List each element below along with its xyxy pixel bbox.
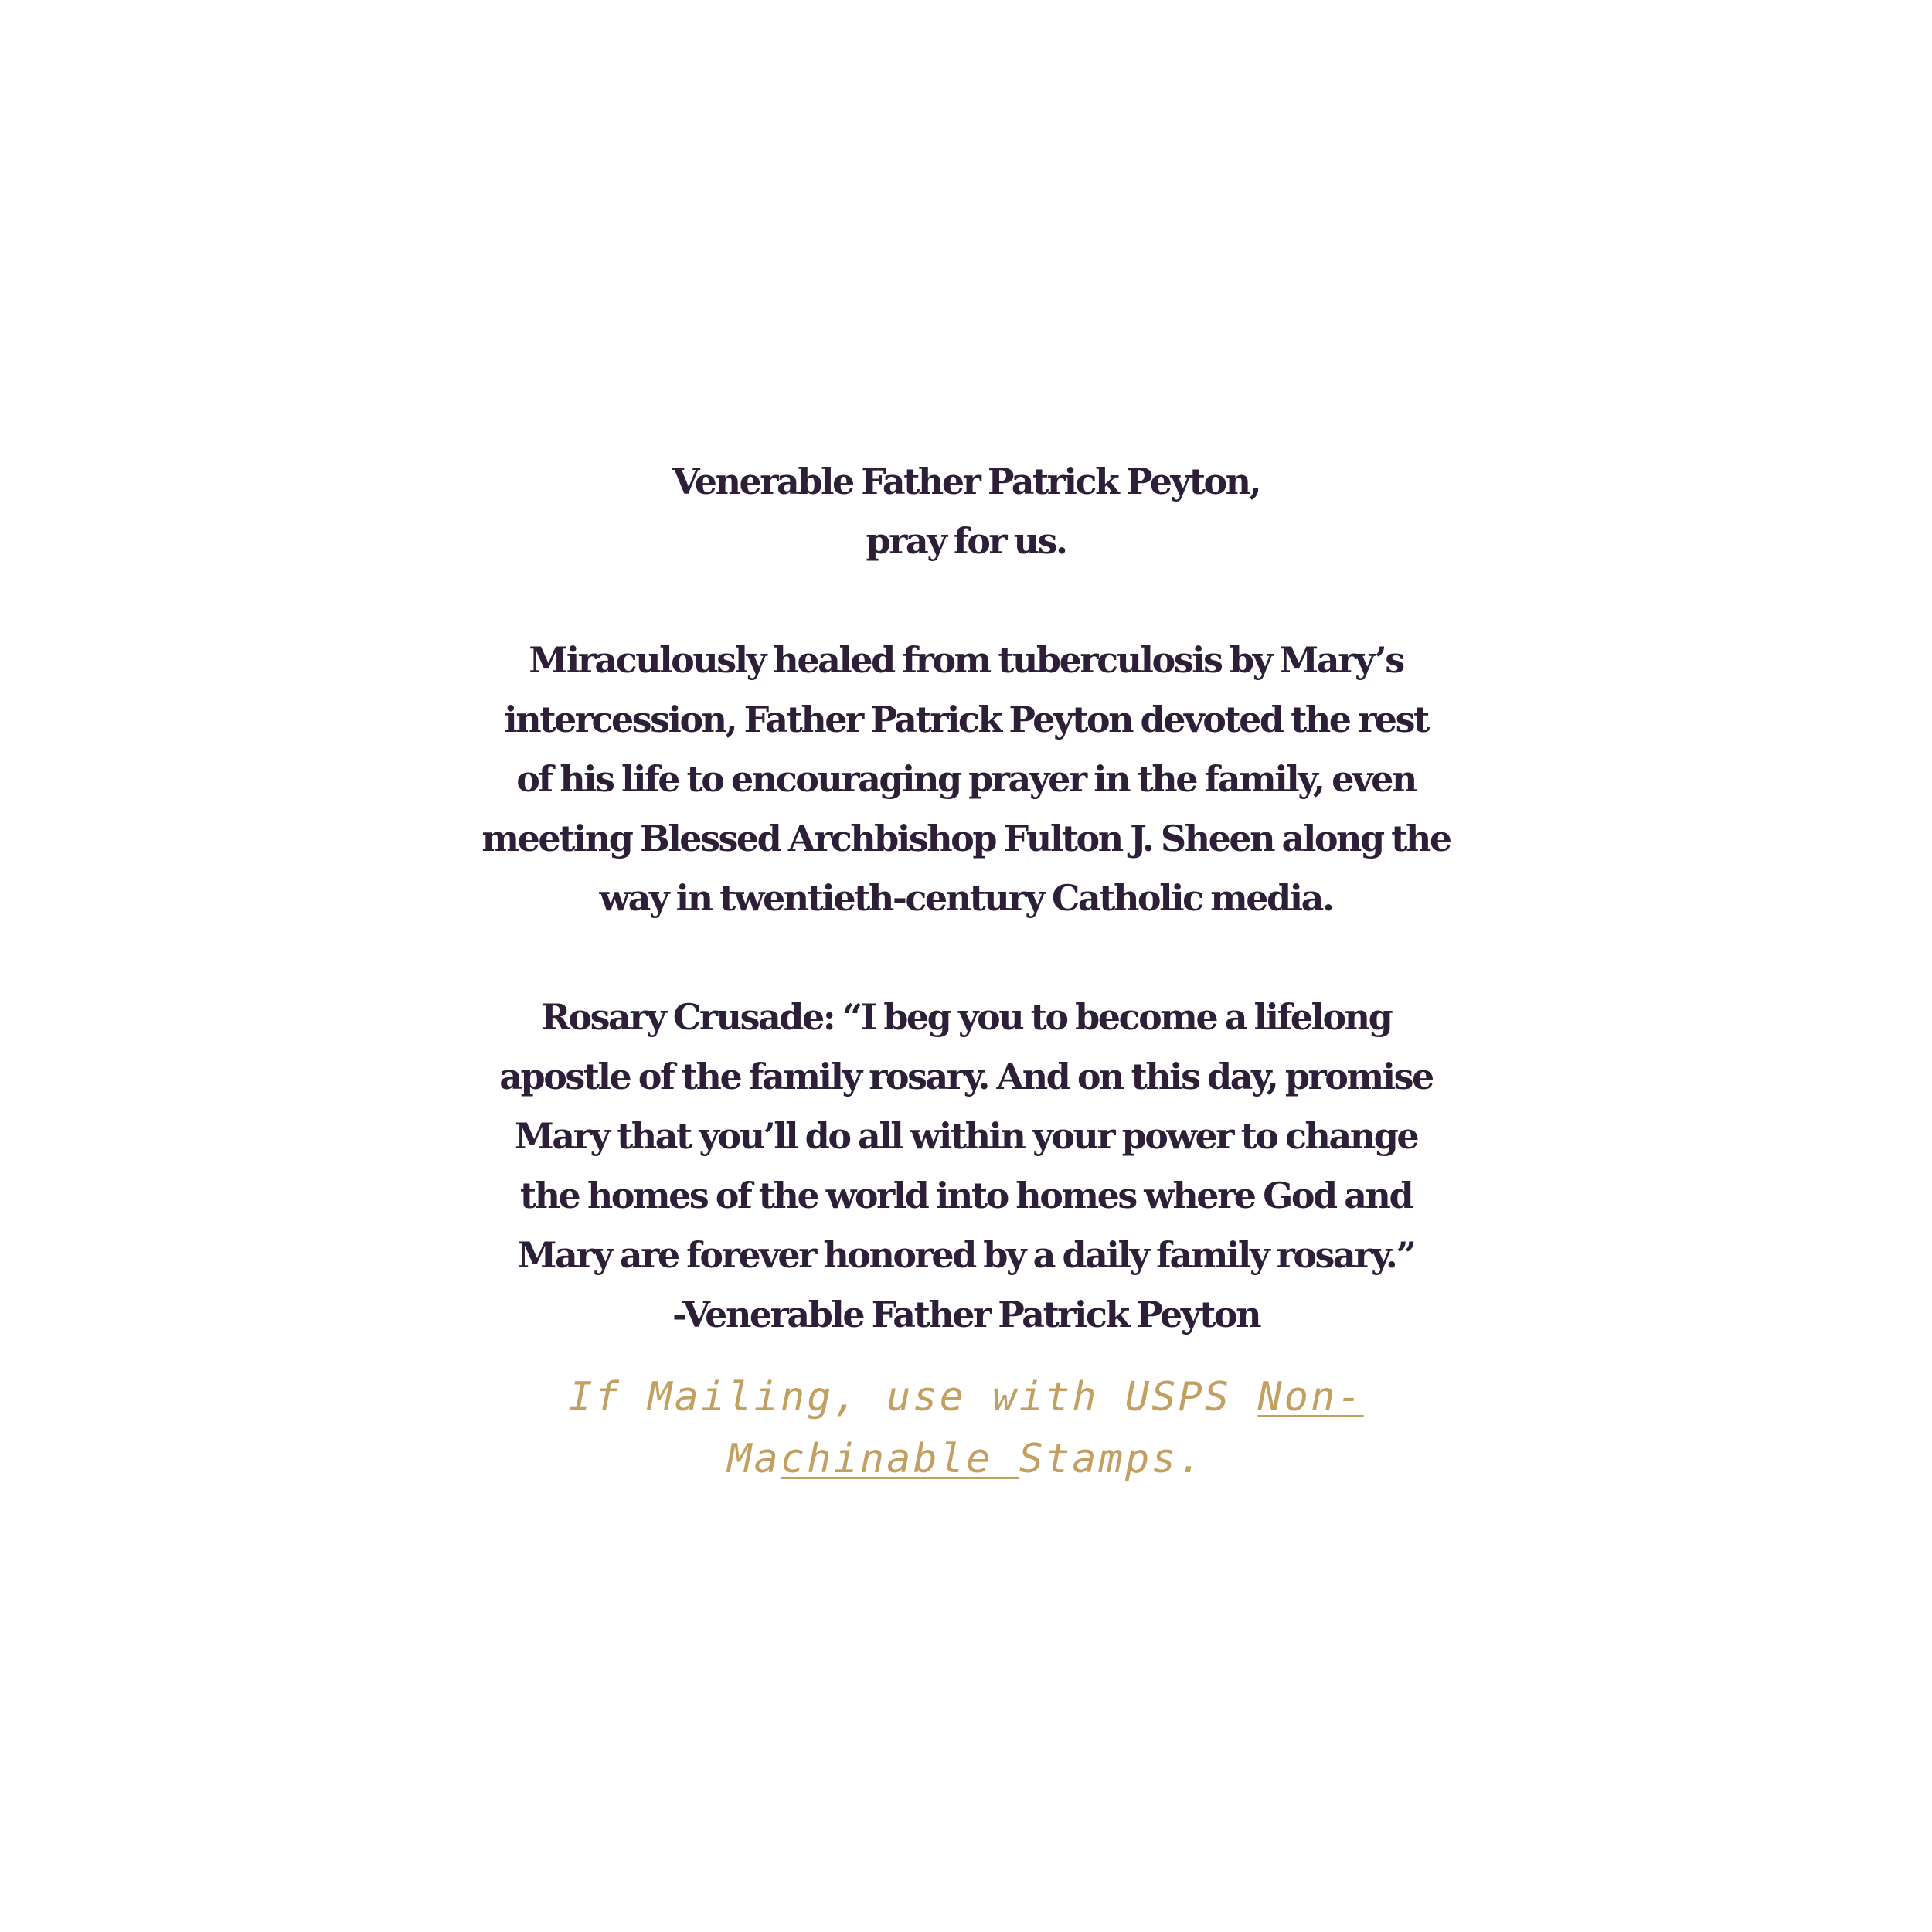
non-machinable-link-part-1[interactable]: Non- (1257, 1374, 1364, 1420)
quote-line: apostle of the family rosary. And on this day, promise (499, 1056, 1433, 1097)
quote-line: Mary are forever honored by a daily family rosary.” (517, 1234, 1415, 1276)
mailing-note-text: If Mailing, use with USPS (568, 1374, 1258, 1420)
non-machinable-link-part-2a[interactable]: Ma (727, 1436, 781, 1482)
non-machinable-link-part-2b[interactable]: chinable (780, 1436, 1019, 1482)
prayer-line: Venerable Father Patrick Peyton, (672, 461, 1260, 502)
mailing-note-line-1 (0, 1366, 1932, 1428)
prayer-line: pray for us. (866, 520, 1066, 562)
bio-line: of his life to encouraging prayer in the family, even (516, 758, 1416, 800)
bio-line: Miraculously healed from tuberculosis by Mary’s (529, 639, 1403, 681)
mailing-note-line-2 (0, 1428, 1932, 1490)
quote-line: Rosary Crusade: “I beg you to become a lifelong (540, 996, 1392, 1038)
bio-block (0, 631, 1932, 928)
mailing-note (0, 1366, 1932, 1490)
prayer-block (0, 452, 1932, 571)
bio-line: intercession, Father Patrick Peyton devoted the rest (504, 699, 1428, 740)
quote-attribution: -Venerable Father Patrick Peyton (672, 1294, 1260, 1335)
quote-line: Mary that you’ll do all within your power to change (514, 1115, 1418, 1157)
bio-line: way in twentieth-century Catholic media. (599, 877, 1333, 919)
mailing-note-stamps: Stamps. (1019, 1436, 1205, 1482)
quote-block (0, 988, 1932, 1345)
quote-line: the homes of the world into homes where God and (519, 1175, 1413, 1216)
card-back-text (0, 452, 1932, 1345)
bio-line: meeting Blessed Archbishop Fulton J. Sheen along the (481, 818, 1451, 859)
